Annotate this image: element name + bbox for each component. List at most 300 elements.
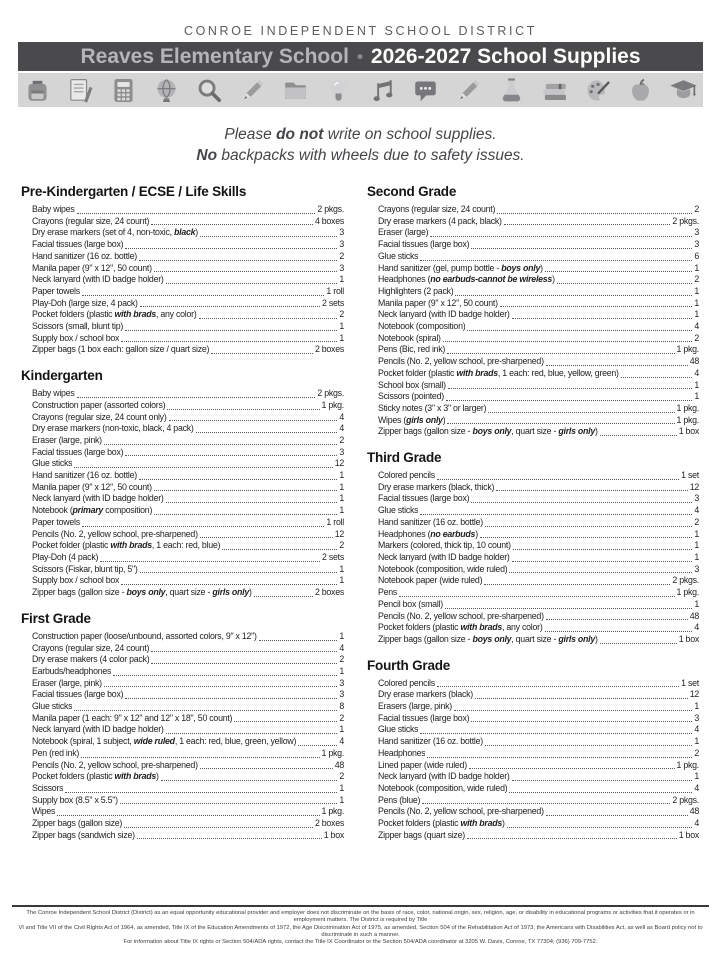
supply-item [21,818,344,830]
grade-section [21,368,344,599]
dot-leader [74,467,332,468]
supply-item [21,795,344,807]
supply-item [367,309,699,321]
item-name: Neck lanyard (with ID badge holder) [378,771,510,782]
item-name: Glue sticks [32,458,73,469]
supply-item [367,552,699,564]
supply-item [367,274,699,286]
supply-item [367,380,699,392]
dot-leader [512,561,693,562]
dot-leader [57,815,319,816]
item-quantity: 2 sets [322,297,344,308]
dot-leader [545,631,693,632]
dot-leader [120,803,338,804]
item-quantity: 1 pkg. [676,344,699,355]
dot-leader [139,260,337,261]
item-quantity: 3 [339,262,344,273]
dot-leader [125,248,337,249]
item-name: Dry erase markers (black, thick) [378,481,495,492]
item-name: Glue sticks [378,505,419,516]
supply-item [367,783,699,795]
dot-leader [600,643,677,644]
supply-item [367,529,699,541]
supply-item [367,286,699,298]
item-name: Pocket folders (plastic with brads) [32,771,159,782]
supply-item [21,575,344,587]
supply-item [21,333,344,345]
dot-leader [546,619,688,620]
supply-item [367,251,699,263]
dot-leader [475,698,688,699]
dot-leader [124,827,313,828]
item-quantity: 2 boxes [314,587,344,598]
item-quantity: 2 pkgs. [672,215,699,226]
item-name: Hand sanitizer (16 oz. bottle) [32,470,137,481]
dot-leader [512,780,693,781]
item-name: Dry erase markers (non-toxic, black, 4 pack) [32,423,194,434]
dot-leader [485,526,692,527]
dot-leader [496,490,688,491]
supply-item [21,564,344,576]
supply-item [367,806,699,818]
item-name: Glue sticks [378,250,419,261]
item-quantity: 1 [339,794,344,805]
magnifier-icon [195,76,224,105]
item-quantity: 1 [694,551,699,562]
item-name: Notebook (composition) [378,321,466,332]
dot-leader [546,815,688,816]
dot-leader [254,596,313,597]
dot-leader [512,318,693,319]
dot-leader [259,640,338,641]
item-quantity: 1 [339,630,344,641]
supply-item [367,344,699,356]
supply-item [21,239,344,251]
item-quantity: 2 [339,654,344,665]
supply-item [367,333,699,345]
item-quantity: 48 [689,610,699,621]
item-quantity: 3 [339,689,344,700]
item-name: Zipper bags (gallon size - boys only, quart size - girls only) [378,426,598,437]
item-quantity: 2 [339,540,344,551]
dot-leader [504,224,671,225]
supply-item [21,529,344,541]
item-name: Notebook paper (wide ruled) [378,575,483,586]
section-title: Pre-Kindergarten / ECSE / Life Skills [21,184,247,199]
item-quantity: 1 [339,724,344,735]
item-quantity: 2 [339,309,344,320]
dot-leader [447,353,674,354]
item-name: Scissors (pointed) [378,391,444,402]
item-name: Play-Doh (large size, 4 pack) [32,297,138,308]
item-quantity: 1 [694,528,699,539]
item-name: Scissors (Fiskar, blunt tip, 5") [32,563,138,574]
item-quantity: 1 pkg. [676,587,699,598]
item-quantity: 1 [339,274,344,285]
item-quantity: 2 pkgs. [672,575,699,586]
supply-item [367,587,699,599]
item-quantity: 1 roll [326,285,344,296]
dot-leader [82,526,325,527]
item-name: Pencils (No. 2, yellow school, pre-sharpened) [32,759,198,770]
supply-item [367,830,699,842]
apple-icon [626,76,655,105]
item-quantity: 1 [694,285,699,296]
item-name: Zipper bags (sandwich size) [32,829,135,840]
dot-leader [509,792,692,793]
item-name: Pencils (No. 2, yellow school, pre-sharpened) [378,610,544,621]
item-quantity: 4 [339,423,344,434]
item-quantity: 8 [339,701,344,712]
item-name: Facial tissues (large box) [32,239,124,250]
supply-item [367,505,699,517]
item-quantity: 1 [339,563,344,574]
supply-item [367,760,699,772]
supply-item [367,298,699,310]
item-name: Supply box (8.5" x 5.5") [32,794,118,805]
item-quantity: 2 [694,332,699,343]
item-quantity: 1 pkg. [676,402,699,413]
item-quantity: 2 sets [322,551,344,562]
dot-leader [399,596,674,597]
dot-leader [154,271,338,272]
item-quantity: 2 [339,771,344,782]
item-quantity: 1 [694,701,699,712]
supply-item [367,493,699,505]
item-quantity: 12 [689,689,699,700]
chat-icon [411,76,440,105]
dot-leader [445,608,692,609]
item-name: Markers (colored, thick tip, 10 count) [378,540,511,551]
item-name: Eraser (large) [378,227,429,238]
item-quantity: 1 box [678,426,699,437]
supply-item [21,587,344,599]
notice [0,124,721,166]
item-quantity: 1 [694,309,699,320]
dot-leader [507,827,693,828]
item-quantity: 1 [339,665,344,676]
supply-item [21,227,344,239]
item-name: Dry erase markers (set of 4, non-toxic, black) [32,227,198,238]
supply-item [367,517,699,529]
supply-item [21,388,344,400]
supply-item [21,251,344,263]
dot-leader [497,213,692,214]
supply-item [367,701,699,713]
item-name: Scissors [32,782,64,793]
flask-icon [497,76,526,105]
dot-leader [469,768,675,769]
supply-item [21,321,344,333]
item-name: Pencils (No. 2, yellow school, pre-sharpened) [32,528,198,539]
item-name: Hand sanitizer (16 oz. bottle) [378,516,483,527]
supply-item [367,634,699,646]
supply-item [367,724,699,736]
supply-item [21,654,344,666]
dot-leader [74,710,337,711]
item-quantity: 4 [339,642,344,653]
supply-item [367,599,699,611]
dot-leader [200,768,333,769]
item-name: Manila paper (9" x 12", 50 count) [32,481,152,492]
dot-leader [480,537,692,538]
supply-item [367,689,699,701]
dot-leader [437,479,679,480]
item-quantity: 1 roll [326,516,344,527]
item-quantity: 1 [339,505,344,516]
item-name: Eraser (large, pink) [32,434,102,445]
item-name: Baby wipes [32,204,75,214]
dot-leader [420,514,692,515]
item-name: Colored pencils [378,677,435,688]
dot-leader [121,584,337,585]
item-quantity: 12 [689,481,699,492]
dot-leader [77,213,316,214]
dot-leader [546,365,688,366]
dot-leader [200,537,333,538]
supply-item [367,748,699,760]
dot-leader [196,432,338,433]
item-name: Facial tissues (large box) [32,689,124,700]
item-name: Facial tissues (large box) [32,446,124,457]
dot-leader [447,423,674,424]
district-heading: CONROE INDEPENDENT SCHOOL DISTRICT [183,24,537,38]
supply-item [367,736,699,748]
supply-item [21,701,344,713]
footer-line-1: The Conroe Independent School District (District) as an equal opportunity educational provider and employer does not discriminate on the basis of race, color, national origin, sex, religion, age, or disability in educational programs or activities that it operates or in employment matters. The District is required by Title [26,910,695,924]
dot-leader [488,412,674,413]
item-quantity: 12 [334,458,344,469]
item-name: Lined paper (wide ruled) [378,759,467,770]
item-quantity: 1 [694,297,699,308]
supply-item [21,400,344,412]
dot-leader [65,792,337,793]
lightbulb-icon [324,76,353,105]
item-quantity: 4 [694,782,699,793]
icon-strip [18,73,703,107]
item-quantity: 2 [694,516,699,527]
item-quantity: 48 [334,759,344,770]
supply-item [21,631,344,643]
dot-leader [427,757,692,758]
item-quantity: 48 [689,356,699,367]
item-quantity: 1 pkg. [321,747,344,758]
supply-item [21,286,344,298]
item-quantity: 1 [339,782,344,793]
supply-item [21,689,344,701]
notepad-icon [66,76,95,105]
supply-item [21,435,344,447]
item-name: Headphones (no earbuds) [378,528,478,539]
item-quantity: 4 [694,724,699,735]
item-quantity: 1 [694,736,699,747]
item-quantity: 1 pkg. [676,414,699,425]
section-title: Third Grade [367,450,442,466]
item-name: Facial tissues (large box) [378,493,470,504]
item-name: Construction paper (loose/unbound, assorted colors, 9" x 12") [32,630,257,641]
item-name: Pens (Bic, red ink) [378,344,446,355]
dot-leader [443,341,693,342]
item-quantity: 1 pkg. [676,759,699,770]
dot-leader [82,295,325,296]
books-icon [540,76,569,105]
supply-item [367,216,699,228]
supply-item [367,356,699,368]
supply-item [367,771,699,783]
dot-leader [200,236,337,237]
title-banner [18,42,703,71]
dot-leader [422,803,670,804]
supply-item [367,321,699,333]
item-name: Colored pencils [378,470,435,481]
item-name: Hand sanitizer (16 oz. bottle) [32,250,137,261]
dot-leader [166,733,338,734]
dot-leader [222,549,337,550]
dot-leader [161,780,338,781]
item-quantity: 2 [339,712,344,723]
supply-item [367,391,699,403]
supply-item [367,263,699,275]
item-name: Notebook (spiral, 1 subject, wide ruled, 1 each: red, blue, green, yellow) [32,736,297,747]
item-quantity: 1 set [681,677,699,688]
item-quantity: 1 [694,391,699,402]
supply-item [367,622,699,634]
item-name: Eraser (large, pink) [32,677,102,688]
supply-item [21,643,344,655]
supply-item [21,771,344,783]
item-quantity: 3 [694,227,699,238]
item-name: Pocket folders (plastic with brads, any color) [32,309,197,320]
item-quantity: 1 [339,470,344,481]
supply-item [21,748,344,760]
supply-item [21,274,344,286]
item-name: Pens (blue) [378,794,421,805]
item-quantity: 1 [694,379,699,390]
dot-leader [557,283,693,284]
supply-item [367,713,699,725]
dot-leader [125,455,337,456]
item-name: Neck lanyard (with ID badge holder) [378,309,510,320]
item-quantity: 3 [339,677,344,688]
supply-item [21,412,344,424]
item-quantity: 1 box [678,829,699,840]
supply-item [21,724,344,736]
supply-item [21,505,344,517]
item-name: Highlighters (2 pack) [378,285,454,296]
supply-item [367,204,699,216]
dot-leader [121,341,337,342]
item-quantity: 6 [694,250,699,261]
column-left [21,184,344,841]
item-name: Notebook (composition, wide ruled) [378,782,508,793]
item-quantity: 1 [339,493,344,504]
dot-leader [437,686,679,687]
item-quantity: 3 [339,227,344,238]
item-name: Hand sanitizer (gel, pump bottle - boys only) [378,262,543,273]
dot-leader [454,710,692,711]
music-notes-icon [368,76,397,105]
supply-item [21,204,344,216]
item-name: Notebook (spiral) [378,332,441,343]
columns [0,184,721,841]
supply-item [367,818,699,830]
item-name: Sticky notes (3" x 3" or larger) [378,402,487,413]
item-name: Earbuds/headphones [32,665,112,676]
supply-item [367,426,699,438]
section-title: Fourth Grade [367,657,451,673]
dot-leader [420,733,692,734]
item-quantity: 1 [694,598,699,609]
item-name: Wipes [32,806,56,817]
item-quantity: 2 [694,747,699,758]
item-name: Construction paper (assorted colors) [32,399,166,410]
item-name: Headphones (no earbuds-cannot be wireless) [378,274,555,285]
backpack-icon [23,76,52,105]
item-name: Pocket folder (plastic with brads, 1 each: red, blue, yellow, green) [378,367,619,378]
supply-item [21,470,344,482]
dot-leader [298,745,337,746]
item-name: Neck lanyard (with ID badge holder) [32,724,164,735]
supply-item [21,216,344,228]
supply-item [21,263,344,275]
item-name: Neck lanyard (with ID badge holder) [32,274,164,285]
item-name: Supply box / school box [32,332,120,343]
supply-item [367,575,699,587]
item-name: Pencils (No. 2, yellow school, pre-sharpened) [378,806,544,817]
supply-item [367,678,699,690]
item-quantity: 3 [694,493,699,504]
item-quantity: 3 [694,563,699,574]
dot-leader [484,584,670,585]
item-name: Notebook (composition, wide ruled) [378,563,508,574]
item-quantity: 3 [694,712,699,723]
column-right [367,184,699,841]
item-quantity: 1 box [323,829,344,840]
notice-line-1: Please do not write on school supplies. [224,126,497,143]
item-name: Pencils (No. 2, yellow school, pre-sharpened) [378,356,544,367]
dot-leader [151,663,337,664]
item-name: Pocket folders (plastic with brads) [378,818,505,829]
supply-item [367,368,699,380]
grade-section [367,658,699,842]
supply-item [21,482,344,494]
item-quantity: 2 pkgs. [317,388,344,399]
supply-item [21,678,344,690]
calculator-icon [109,76,138,105]
item-name: Pens [378,587,398,598]
dot-leader [81,757,319,758]
dot-leader [140,572,338,573]
school-name: Reaves Elementary School [80,44,349,68]
pencil-icon [238,76,267,105]
item-quantity: 2 [339,434,344,445]
item-quantity: 4 [694,622,699,633]
supply-item [21,344,344,356]
item-name: Dry erase markers (black) [378,689,473,700]
item-name: Dry erase makers (4 color pack) [32,654,150,665]
dot-leader [151,224,313,225]
banner-title: 2026-2027 School Supplies [370,44,641,68]
item-name: Facial tissues (large box) [378,712,470,723]
pencil-icon [454,76,483,105]
item-name: Neck lanyard (with ID badge holder) [378,551,510,562]
item-name: Zipper bags (gallon size) [32,818,123,829]
grade-section [367,184,699,438]
supply-item [367,415,699,427]
grade-section [367,450,699,646]
dot-leader [430,236,692,237]
supply-item [367,239,699,251]
